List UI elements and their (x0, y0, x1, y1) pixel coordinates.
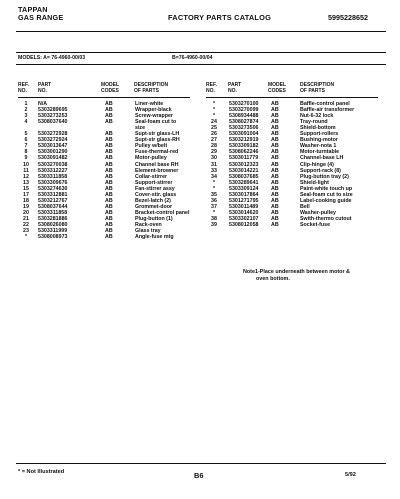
part-description: Channel base RH (135, 161, 179, 168)
part-number: 5303309182 (229, 143, 259, 150)
part-number: 5303212919 (229, 137, 259, 144)
part-description: Grommet-door (135, 203, 173, 210)
model-header-right: MODEL CODES (268, 82, 287, 94)
model-code: AB (271, 209, 279, 216)
models-rule (16, 64, 386, 65)
part-description: Motor-pulley (135, 155, 167, 162)
model-code: AB (105, 149, 113, 156)
model-code: AB (105, 143, 113, 150)
model-code: AB (105, 107, 113, 114)
ref-number: 1 (24, 101, 28, 107)
part-description: Clip-hinge (4) (300, 161, 334, 168)
part-description: Swith-thermo cutout (300, 215, 352, 222)
part-description: Cover-stir. glass (135, 191, 177, 198)
ref-number: * (212, 179, 216, 186)
table-rule-left (18, 97, 190, 98)
part-description: Element-browner (135, 167, 179, 174)
model-code: AB (105, 215, 113, 222)
part-number: 5303014221 (229, 167, 259, 174)
desc-header-right: DESCRIPTION OF PARTS (300, 82, 335, 94)
model-code: AB (271, 113, 279, 120)
part-number: 5301271795 (229, 197, 259, 204)
model-code: AB (271, 119, 279, 126)
part-number: 5303302107 (229, 215, 259, 222)
model-code: AB (271, 203, 279, 210)
brand-name: TAPPAN (18, 5, 48, 14)
part-number: N/A (38, 101, 48, 107)
part-number: 5308037685 (229, 173, 259, 180)
ref-number: * (24, 234, 28, 241)
model-code: AB (271, 149, 279, 156)
part-description: Channel-base LH (300, 155, 344, 162)
part-description: Angle-fuse mtg (135, 234, 174, 241)
part-number: 5303270038 (38, 161, 68, 168)
ref-number: 10 (23, 161, 29, 168)
part-number: 5303011489 (229, 203, 259, 210)
header-rule (16, 31, 386, 32)
part-number: 5303011779 (229, 155, 259, 162)
footer-rule (16, 463, 386, 464)
part-number: 5303289641 (229, 179, 259, 186)
part-number: 5303013647 (38, 143, 68, 150)
part-number: 5303312227 (38, 167, 68, 174)
model-code: AB (271, 155, 279, 162)
catalog-code: 5995228652 (328, 13, 368, 22)
part-description: Paint-white touch up (300, 185, 353, 192)
ref-number: 29 (211, 149, 217, 156)
ref-number: 26 (211, 131, 217, 138)
part-number: 5303012323 (229, 161, 259, 168)
ref-number: * (212, 101, 216, 107)
model-code: AB (271, 185, 279, 192)
part-number: 5303091482 (38, 155, 68, 162)
model-code: AB (105, 228, 113, 235)
part-description: Wrapper-black (135, 107, 172, 114)
ref-number: 24 (211, 119, 217, 126)
part-description: Washer-pulley (300, 209, 337, 216)
desc-header-left: DESCRIPTION OF PARTS (134, 82, 169, 94)
part-description: Shield-light (300, 179, 329, 186)
ref-number: 28 (211, 143, 217, 150)
part-description: Seal-foam cut to (135, 119, 177, 126)
ref-number: * (212, 107, 216, 114)
part-number: 5308027874 (229, 119, 259, 126)
model-code: AB (105, 167, 113, 174)
part-number: 5303272924 (38, 137, 68, 144)
table-rule-right (206, 97, 378, 98)
ref-number: 22 (23, 222, 29, 228)
part-description: Motor-turntable (300, 149, 340, 156)
part-description: Bushing-motor (300, 137, 338, 144)
part-description: Nut-6-32 lock (300, 113, 334, 120)
part-description: Label-cooking guide (300, 197, 352, 204)
ref-number: 7 (24, 143, 28, 150)
part-number: 5303281886 (38, 215, 68, 222)
model-code: AB (271, 197, 279, 204)
brand-block (18, 6, 63, 22)
ref-number: 12 (23, 173, 29, 180)
part-number: 5303311999 (38, 228, 68, 235)
ref-number: 20 (23, 209, 29, 216)
part-description: Baffle-control panel (300, 101, 350, 107)
model-code: AB (271, 215, 279, 222)
part-number: 5308037644 (38, 203, 68, 210)
ref-number: 35 (211, 191, 217, 198)
part-description: Seal-foam cut to size (300, 191, 353, 198)
part-description: Glass tray (135, 228, 161, 235)
model-code: AB (271, 179, 279, 186)
model-code: AB (105, 203, 113, 210)
model-code: AB (105, 131, 113, 138)
model-code: AB (105, 179, 113, 186)
ref-number: 11 (23, 167, 29, 174)
part-number: 5303289695 (38, 107, 68, 114)
part-description: Supt-str glass-RH (135, 137, 180, 144)
part-number: 5303309124 (229, 185, 259, 192)
model-code: AB (271, 167, 279, 174)
ref-number: 37 (211, 203, 217, 210)
part-number: 5308012058 (229, 222, 259, 228)
part-number: 5303017864 (229, 191, 259, 198)
ref-number: 38 (211, 215, 217, 222)
part-description: Support-rollers (300, 131, 339, 138)
models-left: MODELS: A= 76-4960-00/03 (18, 55, 86, 61)
ref-number: * (212, 185, 216, 192)
model-code: AB (105, 113, 113, 120)
part-number: 5303091004 (229, 131, 259, 138)
ref-number: * (212, 209, 216, 216)
ref-number: 6 (24, 137, 28, 144)
part-description: Supt-str glass-LH (135, 131, 180, 138)
part-number: 5303014620 (229, 209, 259, 216)
product-type: GAS RANGE (18, 13, 64, 22)
model-code: AB (105, 119, 113, 126)
model-code: AB (105, 222, 113, 228)
model-code: AB (271, 131, 279, 138)
ref-number: 13 (23, 179, 29, 186)
model-code: AB (271, 107, 279, 114)
ref-number: 39 (211, 222, 217, 228)
part-description: Rack-oven (135, 222, 162, 228)
part-number: 5303273253 (38, 113, 68, 120)
part-number: 5308037640 (38, 119, 68, 126)
part-description: Fuse-thermal-red (135, 149, 179, 156)
model-code: AB (271, 125, 279, 132)
part-description: Bezel-latch (2) (135, 197, 171, 204)
part-number: 5303311858 (38, 173, 68, 180)
part-number: 5303212767 (38, 197, 68, 204)
part-number: 5308062246 (229, 149, 259, 156)
not-illustrated-legend: * = Not Illustrated (18, 469, 65, 475)
model-code: AB (105, 191, 113, 198)
model-code: AB (105, 185, 113, 192)
part-description: Fan-stirrer assy (135, 185, 175, 192)
ref-header-left: REF. NO. (18, 82, 29, 94)
model-header-left: MODEL CODES (101, 82, 120, 94)
part-header-right: PART NO. (228, 82, 242, 94)
models-right: B=76-4960-00/04 (172, 55, 213, 61)
model-code: AB (105, 197, 113, 204)
ref-number: 30 (211, 155, 217, 162)
part-description: Shield-bottom (300, 125, 336, 132)
ref-number: 18 (23, 197, 29, 204)
ref-header-right: REF. NO. (206, 82, 217, 94)
model-code: AB (105, 137, 113, 144)
page-title: FACTORY PARTS CATALOG (168, 13, 272, 22)
ref-number: 5 (24, 131, 28, 138)
ref-number: 9 (24, 155, 28, 162)
model-code: AB (105, 155, 113, 162)
part-description: Pulley w/belt (135, 143, 168, 150)
ref-number: 36 (211, 197, 217, 204)
part-description: Support-rack (8) (300, 167, 341, 174)
part-description: Liner-white (135, 101, 164, 107)
part-description: Washer-nota 1 (300, 143, 337, 150)
model-code: AB (105, 101, 113, 107)
ref-number: 34 (211, 173, 217, 180)
part-description: Socket-fuse (300, 222, 331, 228)
part-description: Bell (300, 203, 310, 210)
ref-number: 3 (24, 113, 28, 120)
ref-number: 27 (211, 137, 217, 144)
model-code: AB (105, 161, 113, 168)
ref-number: * (212, 113, 216, 120)
part-description: Support-stirrer (135, 179, 173, 186)
part-description: Baffle-air transformer (300, 107, 355, 114)
part-number: 5308026080 (38, 222, 68, 228)
part-number: 5303274630 (38, 185, 68, 192)
ref-number: 33 (211, 167, 217, 174)
part-number: 5303001290 (38, 149, 68, 156)
part-number: 5308934488 (229, 113, 259, 120)
header-rule-2 (16, 52, 386, 53)
model-code: AB (105, 209, 113, 216)
part-number: 5303270100 (229, 101, 259, 107)
ref-number: 31 (211, 161, 217, 168)
part-description: Plug-button tray (2) (300, 173, 349, 180)
model-code: AB (271, 101, 279, 107)
model-code: AB (105, 173, 113, 180)
part-header-left: PART NO. (38, 82, 52, 94)
ref-number: 21 (23, 215, 29, 222)
part-description: Screw-wrapper (135, 113, 173, 120)
part-number: 5303272928 (38, 131, 68, 138)
model-code: AB (271, 173, 279, 180)
model-code: AB (271, 161, 279, 168)
part-description: Plug-button (1) (135, 215, 173, 222)
model-code: AB (271, 222, 279, 228)
part-description: Collar-stirrer (135, 173, 168, 180)
model-code: AB (271, 191, 279, 198)
part-number: 5308008973 (38, 234, 68, 241)
ref-number: 19 (23, 203, 29, 210)
part-number: 5303273506 (229, 125, 259, 132)
model-code: AB (271, 143, 279, 150)
revision-date: 5/92 (345, 472, 356, 478)
ref-number: 2 (24, 107, 28, 114)
part-description: Tray-round (300, 119, 328, 126)
part-number: 5303312881 (38, 191, 68, 198)
ref-number: 17 (23, 191, 29, 198)
part-description: Bracket-control panel (135, 209, 190, 216)
ref-number: 23 (23, 228, 29, 235)
ref-number: 25 (211, 125, 217, 132)
model-code: AB (105, 234, 113, 241)
model-code: AB (271, 137, 279, 144)
ref-number: 8 (24, 149, 28, 156)
part-description: size (135, 125, 146, 132)
ref-number: 15 (23, 185, 29, 192)
footnote-note1: Note1-Place underneath between motor & oven bottom. (243, 269, 350, 282)
ref-number: 4 (24, 119, 28, 126)
part-number: 5303270099 (229, 107, 259, 114)
part-number: 5303309676 (38, 179, 68, 186)
page-number: B6 (194, 471, 204, 480)
part-number: 5303311858 (38, 209, 68, 216)
